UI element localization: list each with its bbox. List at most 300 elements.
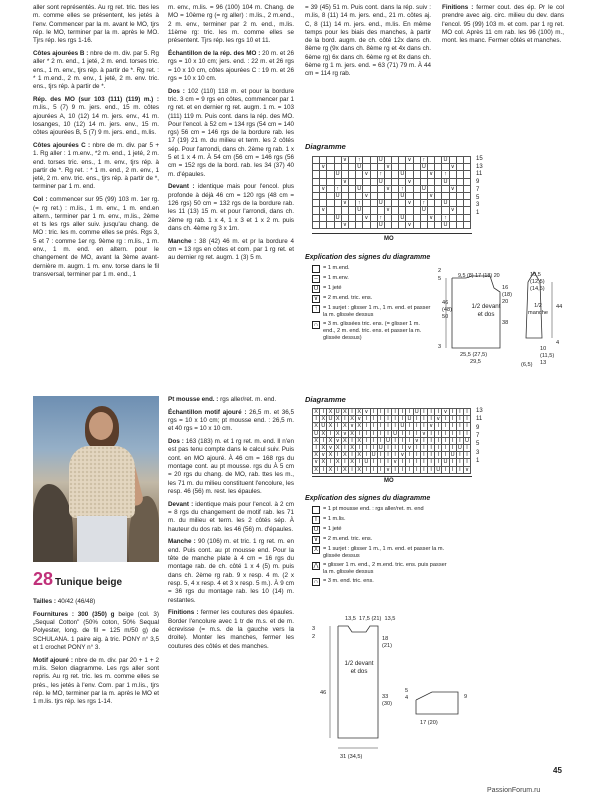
paragraph <box>168 183 294 233</box>
chart-cell: I <box>356 459 363 466</box>
chart-cell: I <box>399 430 406 437</box>
chart-cell: U <box>335 409 340 416</box>
chart-row <box>313 459 471 466</box>
chart-cell <box>348 164 355 171</box>
chart-cell: U <box>378 178 383 185</box>
dim-bottom: 25,5 (27,5) 29,5 <box>460 352 488 365</box>
chart-cell: X <box>357 452 362 459</box>
chart-cell: ∨ <box>429 423 434 430</box>
chart-cell: I <box>341 444 348 451</box>
chart-cell: ∨ <box>342 178 347 185</box>
chart-row-number: 5 <box>476 194 480 201</box>
dim-small: 2 <box>438 268 442 274</box>
chart-cell: I <box>313 416 320 423</box>
chart-cell: ∨ <box>450 164 455 171</box>
chart-row <box>313 466 471 473</box>
sleeve-label: 1/2 manche <box>528 303 548 316</box>
chart-cell <box>341 207 348 214</box>
chart-cell <box>327 192 334 199</box>
chart-cell <box>428 178 435 185</box>
chart-cell <box>363 157 370 164</box>
chart-cell: I <box>370 444 377 451</box>
legend-symbol-icon: – <box>312 275 320 283</box>
paragraph-body: identique mais pour l'encol. plus profonde à déjà 46 cm = 120 rgs (48 cm = 126 rgs) 50 cm = 132 rgs de la bordure rab. les 11 (13) 15 m. et pour l'arrondi, dans ch. 2ème rg rab. 1 x 4, 1 x 3 et 1 x 2 m. puis dans ch. 4ème rg 3 x 1m. <box>168 183 294 232</box>
chart-cell: I <box>413 459 420 466</box>
chart-cell <box>384 214 391 221</box>
chart-cell <box>392 171 399 178</box>
chart-cell <box>406 164 413 171</box>
chart-cell: I <box>384 444 391 451</box>
chart-cell <box>370 200 377 207</box>
sleeve-bottom: 10 (11,5) 13 <box>540 346 555 366</box>
paragraph <box>33 96 159 137</box>
chart-cell: I <box>420 459 427 466</box>
chart-cell: X <box>314 466 318 473</box>
chart-row <box>313 430 471 437</box>
legend-text: = 3 m. glissées tric. ens. (= glisser 1 m. end., 2 m. end. tric. ens. et passer la m. glissée dessus) <box>323 320 422 341</box>
chart-cell: I <box>420 444 427 451</box>
chart-cell <box>348 157 355 164</box>
chart-cell: ∨ <box>335 437 340 444</box>
chart-cell: ∨ <box>364 171 369 178</box>
chart-cell <box>348 207 355 214</box>
chart-cell: U <box>414 409 419 416</box>
chart-cell: X <box>350 459 354 466</box>
text-column-4 <box>442 4 564 134</box>
chart-cell: U <box>443 178 448 185</box>
chart-cell: U <box>436 466 441 473</box>
chart-cell <box>313 185 320 192</box>
chart-cell: ∨ <box>450 185 455 192</box>
chart-cell <box>413 200 420 207</box>
chart-cell <box>399 207 406 214</box>
paragraph-heading: Côtes ajourées B : <box>33 49 89 57</box>
paragraph-heading: Manche : <box>168 538 196 546</box>
chart-cell <box>377 207 384 214</box>
chart-cell <box>356 214 363 221</box>
chart-cell: ∨ <box>407 178 412 185</box>
chart-cell: I <box>406 409 413 416</box>
chart-cell <box>435 157 442 164</box>
chart-cell: ∨ <box>328 445 333 452</box>
chart-cell: ∨ <box>342 221 347 228</box>
chart-cell <box>356 192 363 199</box>
chart-cell <box>341 192 348 199</box>
chart-cell: ↑ <box>377 171 384 178</box>
chart-cell: ∨ <box>385 164 390 171</box>
chart-cell: I <box>377 416 384 423</box>
chart-cell: I <box>384 423 391 430</box>
chart-cell: X <box>328 423 333 430</box>
chart-cell <box>370 185 377 192</box>
chart-cell: I <box>363 430 370 437</box>
chart-cell <box>320 178 327 185</box>
chart-row <box>313 416 471 423</box>
chart-cell <box>348 221 355 228</box>
chart-cell: ∨ <box>407 221 412 228</box>
chart-cell <box>370 221 377 228</box>
chart-cell: I <box>442 437 449 444</box>
chart-row-number: 15 <box>476 156 483 162</box>
chart-cell: ∨ <box>342 430 347 437</box>
chart-cell: I <box>377 459 384 466</box>
chart-cell <box>449 214 456 221</box>
chart-cell <box>384 221 391 228</box>
chart-cell: I <box>377 466 384 473</box>
chart-cell: I <box>428 444 435 451</box>
article-number: 28 <box>33 569 54 589</box>
chart-cell: X <box>350 445 354 452</box>
chart-cell: I <box>406 452 413 459</box>
chart-cell: I <box>320 409 327 416</box>
chart-cell <box>313 207 320 214</box>
chart-cell: U <box>385 437 390 444</box>
chart-cell <box>399 221 406 228</box>
chart-cell <box>356 171 363 178</box>
chart-cell: I <box>356 430 363 437</box>
chart-cell: I <box>406 437 413 444</box>
chart-cell: X <box>335 416 340 423</box>
paragraph-heading: Col : <box>33 196 48 204</box>
chart-cell: I <box>392 466 399 473</box>
chart-cell: ∨ <box>364 214 369 221</box>
paragraph-body: 163 (183) m. et 1 rg ret. m. end. Il n'en est pas tenu compte dans le calcul suiv. Puis cont. en MO ajouré. À 46 cm = 168 rgs du montage cont. au pt mousse. rgs du À 5 cm = 20 rgs du chang. de MO, rab. ttes les m., les 71 m. du milieu constituent l'encolure, les resp. 46 (56) m. rest. les épaules. <box>168 438 294 495</box>
chart-cell <box>327 185 334 192</box>
chart-cell: I <box>442 430 449 437</box>
article-title <box>33 569 159 589</box>
chart-cell <box>327 221 334 228</box>
paragraph-heading: Dos : <box>168 438 184 446</box>
chart-cell <box>334 207 341 214</box>
text-column-3 <box>305 4 431 134</box>
chart-cell <box>363 178 370 185</box>
chart-cell <box>313 171 320 178</box>
chart-cell <box>392 214 399 221</box>
chart-cell: ↑ <box>442 171 449 178</box>
paragraph-heading: Échantillon de la rép. des MO : <box>168 49 261 57</box>
chart-cell: X <box>314 409 318 416</box>
legend-text: = 1 surjet : glisser 1 m., 1 m. end. et passer la m. glissée dessus <box>323 546 445 559</box>
chart-cell: I <box>348 409 355 416</box>
paragraph-heading: Devant : <box>168 500 194 508</box>
paragraph-body: nbre de m. div. par 5. Rg aller * 2 m. end., 1 jeté, 2 m. end. torses tric. ens., 1 m. env., tjrs rép. à partir de *. Rg ret. : * 1 m.end., 2 m. env., 1 jeté, 2 m. env. tric. ens., tjrs rép. à partir de *. <box>33 49 159 91</box>
dim-small: 3 <box>438 344 442 350</box>
chart-cell: ∨ <box>314 459 319 466</box>
chart-cell <box>463 157 470 164</box>
chart-cell <box>313 192 320 199</box>
watermark: PassionForum.ru <box>487 787 541 794</box>
legend-symbol-icon <box>312 506 320 514</box>
legend-item <box>312 275 432 283</box>
paragraph-heading: Échantillon motif ajouré : <box>168 408 247 416</box>
chart-cell <box>428 200 435 207</box>
chart-cell: I <box>384 416 391 423</box>
chart-cell: I <box>406 459 413 466</box>
chart-cell: I <box>384 430 391 437</box>
chart-cell: I <box>377 409 384 416</box>
chart-cell: I <box>370 430 377 437</box>
chart-cell: ∨ <box>350 423 355 430</box>
chart-cell: U <box>378 200 383 207</box>
chart-cell: I <box>363 452 370 459</box>
chart-cell <box>420 192 427 199</box>
chart-cell: U <box>400 214 405 221</box>
chart-cell: X <box>343 423 347 430</box>
chart-row <box>313 423 471 430</box>
chart-row-number: 3 <box>476 202 480 209</box>
chart-cell <box>435 200 442 207</box>
chart-cell: I <box>463 459 470 466</box>
paragraph-body: 38 (42) 46 m. et pr la bordure 4 cm = 13 rgs en côtes et com. par 1 rg ret. et au dernier rg ret. augm. 1 (3) 5 m. <box>168 237 294 262</box>
chart-cell <box>327 171 334 178</box>
chart-cell: I <box>399 416 406 423</box>
legend-title: Explication des signes du diagramme <box>305 254 431 261</box>
chart-cell <box>420 171 427 178</box>
chart-cell <box>363 207 370 214</box>
paragraph <box>442 4 564 45</box>
chart-cell <box>435 192 442 199</box>
mo-label: MO <box>384 478 394 484</box>
chart-cell: I <box>442 452 449 459</box>
chart-cell: I <box>456 416 463 423</box>
chart-cell: I <box>363 466 370 473</box>
dim-left: 46 <box>320 690 327 696</box>
chart-cell: I <box>456 430 463 437</box>
chart-cell: X <box>328 437 333 444</box>
chart-cell: I <box>334 452 341 459</box>
chart-cell: I <box>406 423 413 430</box>
chart-cell: ∨ <box>414 437 419 444</box>
chart-cell: I <box>327 430 334 437</box>
schematic-front-back-2 <box>308 610 508 760</box>
chart-cell: I <box>420 437 427 444</box>
chart-cell: I <box>449 423 456 430</box>
chart-cell <box>456 157 463 164</box>
knitting-chart-1 <box>312 156 471 229</box>
dim-right-mid: 33 (30) <box>382 694 392 707</box>
paragraph <box>168 501 294 534</box>
chart-cell: ∨ <box>407 200 412 207</box>
text-column-1-bottom <box>33 598 159 788</box>
chart-cell <box>377 192 384 199</box>
chart-cell: I <box>348 437 355 444</box>
chart-cell: I <box>406 430 413 437</box>
chart-cell <box>420 178 427 185</box>
chart-cell: I <box>435 452 442 459</box>
chart-cell: U <box>443 157 448 164</box>
paragraph <box>168 438 294 496</box>
chart-cell <box>370 157 377 164</box>
paragraph-heading: Pt mousse end. : <box>168 396 219 403</box>
model-photo <box>33 396 159 562</box>
chart-cell <box>348 185 355 192</box>
chart-cell <box>363 200 370 207</box>
chart-cell: ↑ <box>356 200 363 207</box>
paragraph-heading: Rép. des MO (sur 103 (111) (119) m.) : <box>33 95 159 103</box>
chart-cell: I <box>449 430 456 437</box>
chart-cell: X <box>328 409 333 416</box>
legend-item <box>312 305 432 319</box>
paragraph-body: 102 (110) 118 m. et pour la bordure tric. 3 cm = 9 rgs en côtes, commencer par 1 rg ret. et en dernier rg ret. augm. 1 m. = 103 (111) 119 m. Puis cont. dans la rép. des MO. Pour l'encol. à 52 cm = 134 rgs (54 cm = 140 rgs) 56 cm = 146 rgs de la bordure rab. les 17 (19) 21 m. du milieu et term. les 2 côtés sép. Pour l'arrondi, dans ch. 2ème rg rab. 1 x 5 et 1 x 4 m. À 54 cm (56 cm = 146 rgs (56 cm = 152 rgs de la bord. rab. les 34 (37) 40 m. d'épaules. <box>168 87 294 178</box>
chart-cell <box>463 207 470 214</box>
chart-cell: U <box>357 185 362 192</box>
diagram-title: Diagramme <box>305 395 346 404</box>
chart-cell: I <box>348 466 355 473</box>
chart-cell: U <box>400 193 405 200</box>
mo-label: MO <box>384 236 394 242</box>
paragraph-heading: Motif ajouré : <box>33 656 73 664</box>
paragraph-body: commencer sur 95 (99) 103 m. 1er rg. (= rg ret.) : m.lis., 1 m. env., 1 m. end.en altern., terminer par 1 m. env., m.lis., 2ème et ts les rgs aller suiv. jusqu'au chang. de MO : tric. les m. comme elles se prés. Rgs 3, 5 et 7 : comme 1er rg. 9ème rg : m.lis., 1 m. env., 1 m. end. en altern. pour le changement de MO, avant la 3ème avant-dernière m. augm. 1 m. env. torse dans le fil transversal, terminer par 1 m. end., 1 <box>33 196 159 278</box>
text-column-2-bottom <box>168 396 294 776</box>
chart-cell <box>384 200 391 207</box>
chart-cell <box>392 185 399 192</box>
chart-cell <box>341 185 348 192</box>
chart-cell: I <box>384 409 391 416</box>
chart-cell <box>406 171 413 178</box>
chart-cell: I <box>456 423 463 430</box>
chart-cell: I <box>377 430 384 437</box>
chart-cell: U <box>314 430 319 437</box>
chart-cell: U <box>400 423 405 430</box>
chart-cell: I <box>428 416 435 423</box>
chart-cell <box>320 192 327 199</box>
chart-cell: I <box>370 466 377 473</box>
chart-cell <box>428 157 435 164</box>
chart-cell: X <box>335 459 340 466</box>
chart-cell <box>377 185 384 192</box>
chart-cell: X <box>335 445 340 452</box>
paragraph-heading: Côtes ajourées C : <box>33 141 91 149</box>
chart-cell <box>341 171 348 178</box>
chart-cell: ∨ <box>400 452 405 459</box>
page-number: 45 <box>553 766 562 775</box>
chart-cell: ∨ <box>342 157 347 164</box>
chart-row-number: 3 <box>476 449 480 456</box>
legend-item <box>312 321 432 342</box>
chart-cell <box>449 171 456 178</box>
text-column-1 <box>33 4 159 388</box>
chart-cell: I <box>428 466 435 473</box>
chart-cell <box>463 178 470 185</box>
paragraph: = 39 (45) 51 m. Puis cont. dans la rép. suiv : m.lis, 8 (11) 14 m. jers. end., 21 m. côtes aj. C, 8 (11) 14 m. jers. end., m.lis. En même temps pour les biais des manches, à partir de la bord. augm. de ch. côté 12x dans ch. 8ème rg (9x dans ch. 8ème rg et 4x dans ch. 6ème rg) 6x dans ch. 6ème rg et 8x dans ch. 6ème rg 1 m. jers. end. = 63 (71) 79 m. À 44 cm = 114 rg rab. <box>305 4 431 78</box>
chart-row <box>313 171 471 178</box>
chart-cell: X <box>314 437 318 444</box>
chart-cell <box>392 192 399 199</box>
chart-cell: X <box>357 466 362 473</box>
legend-text: = glisser 1 m. end., 2 m.end. tric. ens. puis passer la m. glissée dessus <box>323 561 447 575</box>
chart-cell: I <box>327 459 334 466</box>
chart-cell <box>413 221 420 228</box>
chart-cell <box>456 171 463 178</box>
chart-cell: ∨ <box>321 164 326 171</box>
chart-cell <box>456 221 463 228</box>
chart-cell: I <box>456 409 463 416</box>
dim-bottom: 31 (34,5) <box>340 754 363 760</box>
chart-cell <box>334 221 341 228</box>
chart-cell <box>320 157 327 164</box>
chart-row-number: 7 <box>476 432 480 439</box>
chart-cell: ↑ <box>420 200 427 207</box>
chart-cell: I <box>449 459 456 466</box>
chart-cell <box>406 192 413 199</box>
chart-cell: ↑ <box>420 157 427 164</box>
sleeve-mark: 4 <box>556 340 560 346</box>
chart-cell: I <box>428 437 435 444</box>
chart-row <box>313 214 471 221</box>
chart-cell: I <box>384 452 391 459</box>
paragraph: aller sont représentés. Au rg ret. tric. ttes les m. comme elles se présentent, les jetés à l'env. Commencer par la m. avant le MO, tjrs rép. le MO, terminer par la m. après le MO. Tjrs rép. les rgs 1-16. <box>33 4 159 45</box>
paragraph <box>33 657 159 707</box>
chart-cell: U <box>328 416 333 423</box>
chart-row <box>313 164 471 171</box>
chart-cell: ∨ <box>429 214 434 221</box>
legend-symbol-icon: X <box>313 547 318 553</box>
chart-row <box>313 192 471 199</box>
chart-cell: I <box>428 452 435 459</box>
chart-cell <box>363 164 370 171</box>
chart-cell: ∨ <box>321 185 326 192</box>
chart-cell <box>363 221 370 228</box>
chart-cell: I <box>435 430 442 437</box>
chart-cell <box>334 164 341 171</box>
chart-cell: I <box>449 437 456 444</box>
chart-cell: ↑ <box>442 214 449 221</box>
chart-cell <box>327 178 334 185</box>
chart-cell: I <box>420 409 427 416</box>
paragraph-body: 26,5 m. et 36,5 rgs = 10 x 10 cm; pt mousse end. : 26,5 m. et 40 rgs = 10 x 10 cm. <box>168 408 294 433</box>
paragraph-body: m.lis., 5 (7) 9 m. jers. end., 15 m. côtes ajourées A, 10 (12) 14 m. jers. env., 41 m. losanges, 10 (12) 14 m. jers. env., 15 m. côtes ajourées B, 5 (7) 9 m. jers. end., m.lis. <box>33 104 159 137</box>
chart-cell: I <box>392 452 399 459</box>
chart-cell <box>327 164 334 171</box>
chart-cell <box>370 164 377 171</box>
chart-cell <box>370 178 377 185</box>
chart-cell: I <box>356 444 363 451</box>
legend-item <box>312 546 452 560</box>
dim-small: 3 <box>312 626 316 632</box>
chart-cell: I <box>392 409 399 416</box>
chart-cell <box>348 171 355 178</box>
paragraph <box>168 538 294 604</box>
sleeve-dim: 5 4 <box>405 688 409 701</box>
chart-cell <box>406 207 413 214</box>
chart-cell: I <box>370 459 377 466</box>
chart-cell: ↑ <box>334 185 341 192</box>
chart-cell <box>348 192 355 199</box>
chart-cell: I <box>363 416 370 423</box>
chart-cell <box>435 178 442 185</box>
chart-cell <box>456 192 463 199</box>
chart-cell: U <box>335 214 340 221</box>
chart-cell <box>463 221 470 228</box>
chart-cell: I <box>341 416 348 423</box>
chart-cell: I <box>449 444 456 451</box>
paragraph <box>33 611 159 652</box>
chart-cell: ∨ <box>321 452 326 459</box>
chart-cell: I <box>449 416 456 423</box>
chart-cell <box>370 214 377 221</box>
chart-cell: I <box>456 466 463 473</box>
chart-cell: I <box>463 409 470 416</box>
chart-cell <box>320 214 327 221</box>
chart-cell: I <box>377 437 384 444</box>
chart-cell: I <box>406 466 413 473</box>
dim-inner: 38 <box>502 320 509 326</box>
chart-cell <box>413 185 420 192</box>
chart-cell: U <box>357 164 362 171</box>
chart-cell <box>463 171 470 178</box>
sleeve-top: 10,5 (12,5) (14,5) <box>530 272 545 292</box>
chart-row-number: 9 <box>476 179 480 186</box>
